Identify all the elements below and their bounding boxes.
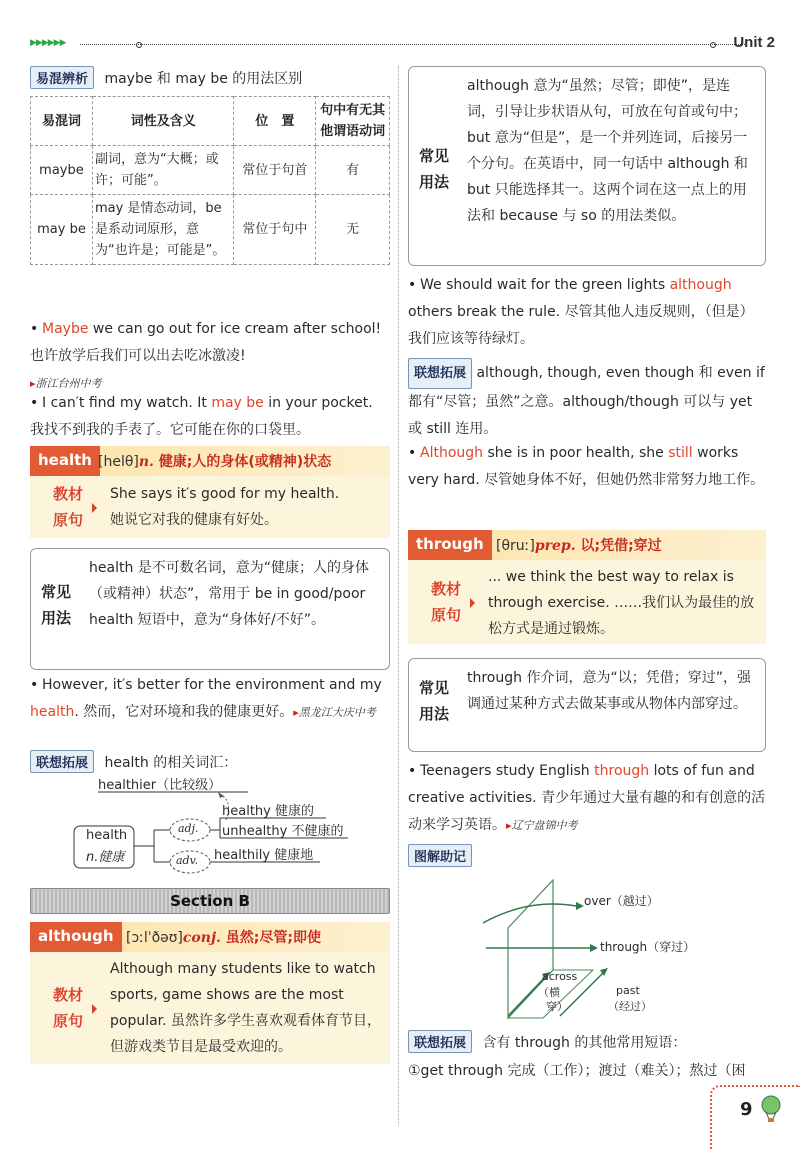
bullet-icon: • (30, 677, 39, 693)
usage-text: through 作介词，意为“以；凭借；穿过”，强调通过某种方式去做某事或从物体内部穿过。 (467, 670, 751, 712)
page-number-badge (730, 1089, 788, 1135)
example-source: ▸辽宁盘锦中考 (506, 819, 578, 832)
header-dot-icon (710, 42, 716, 48)
health-original-sentence (30, 476, 390, 538)
extension-tag: 联想拓展 (408, 358, 472, 389)
entry-word: through (408, 530, 492, 560)
table-row (31, 195, 390, 265)
table-header: 位 置 (234, 97, 316, 146)
example-although-still (408, 440, 766, 494)
bullet-icon: • (408, 763, 417, 779)
entry-word: although (30, 922, 122, 952)
confuse-tag: 易混辨析 (30, 66, 94, 89)
original-label: 教材原句 (48, 481, 88, 533)
confuse-table (30, 96, 390, 265)
tree-comparative: healthier（比较级） (98, 778, 222, 793)
entry-through-bar (408, 530, 766, 560)
highlight-word: Although (420, 445, 484, 461)
label-across-cn1: （横 (538, 986, 560, 999)
health-extension-heading (30, 750, 390, 773)
original-label: 教材原句 (426, 576, 466, 628)
usage-text: health 是不可数名词，意为“健康；人的身体（或精神）状态”，常用于 be in good/poor health 短语中，意为“身体好/不好”。 (89, 560, 370, 628)
usage-label: 常见用法 (41, 583, 72, 627)
table-header-row (31, 97, 390, 146)
highlight-word: Maybe (42, 321, 89, 337)
highlight-word: health (30, 704, 75, 720)
confuse-table-wrap (30, 96, 390, 265)
table-cell: may 是情态动词，be 是系动词原形，意为“也许是；可能是”。 (92, 195, 234, 265)
example-text: others break the rule. 尽管其他人违反规则，（但是）我们应该等待绿灯。 (408, 304, 754, 347)
original-text: Although many students like to watch sports, game shows are the most popular. 虽然许多学生喜欢观看体育节目，但游戏类节目是最受欢迎的。 (110, 961, 382, 1055)
example-source: ▸黑龙江大庆中考 (293, 706, 376, 719)
bullet-icon: • (408, 277, 417, 293)
example-text: lots of fun and creative activities. 青少年通过大量有趣的和有创意的活动来学习英语。 (408, 763, 766, 833)
highlight-word: still (668, 445, 693, 461)
table-cell: 副词，意为“大概；或许；可能”。 (92, 146, 234, 195)
usage-label: 常见用法 (419, 147, 450, 191)
although-extension (408, 358, 766, 443)
example-text: . 然而，它对环境和我的健康更好。 (74, 704, 294, 720)
column-divider (398, 66, 399, 1126)
health-usage-box (30, 548, 390, 670)
bullet-icon: • (30, 395, 39, 411)
health-word-tree (30, 774, 390, 884)
tree-healthily: healthily 健康地 (214, 848, 314, 863)
label-over: over（越过） (584, 894, 659, 908)
table-cell: 常位于句首 (234, 146, 316, 195)
table-cell: may be (31, 195, 93, 265)
highlight-word: through (594, 763, 650, 779)
extension-tag: 联想拓展 (30, 750, 94, 773)
diagram-tag: 图解助记 (408, 844, 472, 867)
balloon-icon (760, 1095, 782, 1123)
entry-health-bar (30, 446, 390, 476)
although-usage-box (408, 66, 766, 266)
table-cell: 无 (316, 195, 390, 265)
entry-definition: [ɔːlˈðəʊ]conj. 虽然;尽管;即使 (126, 930, 321, 946)
tree-adv-label: adv. (176, 854, 199, 867)
entry-although-bar (30, 922, 390, 952)
unit-title: Unit 2 (733, 34, 775, 51)
usage-label: 常见用法 (419, 679, 450, 723)
header-arrows-icon: ▶▶▶▶▶▶ (30, 38, 66, 48)
table-header: 词性及含义 (92, 97, 234, 146)
example-through (408, 758, 766, 839)
example-text: We should wait for the green lights (420, 277, 670, 293)
tree-root-word: health (86, 828, 128, 843)
entry-definition: [θruː]prep. 以;凭借;穿过 (496, 538, 662, 554)
table-header: 句中有无其他谓语动词 (316, 97, 390, 146)
extension-tag: 联想拓展 (408, 1030, 472, 1053)
through-usage-box (408, 658, 766, 752)
table-cell: maybe (31, 146, 93, 195)
extension-title: 含有 through 的其他常用短语： (482, 1035, 687, 1051)
extension-text: although, though, even though 和 even if 都有“尽管；虽然”之意。although/though 可以与 yet 或 still 连用。 (408, 365, 765, 437)
bullet-icon: • (30, 321, 39, 337)
example-may-be (30, 390, 390, 444)
tree-adj-label: adj. (178, 822, 199, 835)
usage-text: although 意为“虽然；尽管；即使”，是连词，引导让步状语从句，可放在句首或句中；but 意为“但是”，是一个并列连词，后接另一个分句。在英语中，同一句话中 although 和 but 只能选择其一。这两个词在这一点上的用法和 because 与 so 的用法类似。 (467, 78, 748, 224)
preposition-diagram (408, 868, 766, 1028)
example-although (408, 272, 766, 353)
original-label: 教材原句 (48, 982, 88, 1034)
label-through: through（穿过） (600, 940, 696, 954)
example-source: ▸浙江台州中考 (30, 377, 102, 390)
label-past: past (616, 984, 640, 997)
example-health (30, 672, 390, 726)
confuse-title: maybe 和 may be 的用法区别 (104, 71, 303, 87)
example-text: Teenagers study English (420, 763, 595, 779)
page-header (30, 36, 775, 54)
example-text: I can′t find my watch. It (42, 395, 212, 411)
section-b-banner: Section B (30, 888, 390, 914)
example-maybe (30, 316, 390, 397)
header-dot-icon (136, 42, 142, 48)
label-across: across (542, 970, 578, 983)
tree-root-pos: n.健康 (86, 850, 125, 865)
confuse-heading (30, 66, 390, 89)
tree-healthy: healthy 健康的 (222, 804, 314, 819)
highlight-word: may be (211, 395, 264, 411)
example-text: she is in poor health, she (483, 445, 669, 461)
table-row (31, 146, 390, 195)
through-phrase-1: ①get through 完成（工作）；渡过（难关）；熬过（困 (408, 1063, 746, 1079)
through-original-sentence (408, 560, 766, 644)
entry-word: health (30, 446, 100, 476)
example-text: we can go out for ice cream after school! 也许放学后我们可以出去吃冰激凌! (30, 321, 382, 364)
bullet-icon: • (408, 445, 417, 461)
label-past-cn: （经过） (608, 1000, 652, 1013)
entry-definition: [helθ]n. 健康;人的身体(或精神)状态 (98, 454, 332, 470)
although-original-sentence (30, 952, 390, 1064)
diagram-heading (408, 844, 766, 867)
table-cell: 常位于句中 (234, 195, 316, 265)
highlight-word: although (669, 277, 732, 293)
original-text: She says it′s good for my health. 她说它对我的健康有好处。 (110, 486, 340, 528)
tree-unhealthy: unhealthy 不健康的 (222, 824, 344, 839)
example-text: in your pocket. 我找不到我的手表了。它可能在你的口袋里。 (30, 395, 373, 438)
extension-title: health 的相关词汇： (104, 755, 238, 771)
example-text: works very hard. 尽管她身体不好，但她仍然非常努力地工作。 (408, 445, 765, 488)
table-header: 易混词 (31, 97, 93, 146)
table-cell: 有 (316, 146, 390, 195)
example-text: However, it′s better for the environment and my (42, 677, 382, 693)
header-line (80, 44, 745, 45)
original-text: ... we think the best way to relax is through exercise. ……我们认为最佳的放松方式是通过锻炼。 (488, 569, 755, 637)
label-across-cn2: 穿） (546, 1000, 568, 1013)
page-number: 9 (740, 1099, 753, 1120)
through-extension-heading (408, 1030, 766, 1053)
